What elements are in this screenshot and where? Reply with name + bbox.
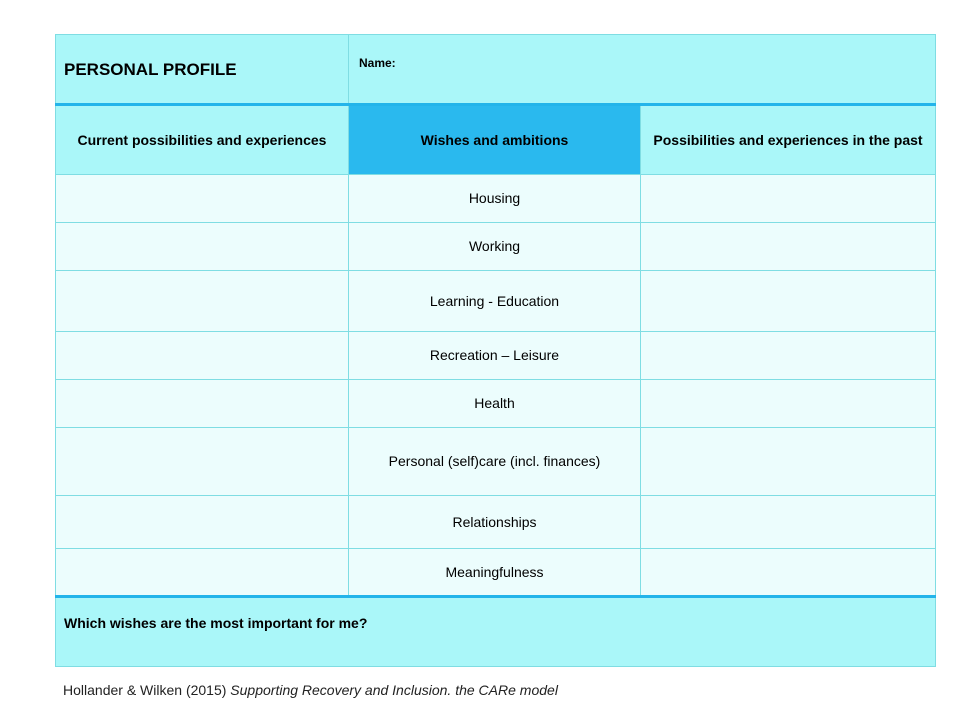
domain-housing: Housing — [349, 175, 641, 223]
past-cell-recreation[interactable] — [641, 332, 936, 380]
citation — [63, 682, 558, 698]
citation-authors: Hollander & Wilken (2015) — [63, 682, 231, 698]
name-field[interactable]: Name: — [349, 35, 936, 105]
current-cell-learning[interactable] — [56, 271, 349, 332]
past-cell-learning[interactable] — [641, 271, 936, 332]
past-cell-selfcare[interactable] — [641, 428, 936, 496]
column-header-wishes: Wishes and ambitions — [349, 105, 641, 175]
past-cell-working[interactable] — [641, 223, 936, 271]
domain-working: Working — [349, 223, 641, 271]
current-cell-health[interactable] — [56, 380, 349, 428]
important-wishes-field[interactable]: Which wishes are the most important for me? — [56, 597, 936, 667]
past-cell-relationships[interactable] — [641, 496, 936, 549]
domain-health: Health — [349, 380, 641, 428]
current-cell-housing[interactable] — [56, 175, 349, 223]
column-header-past: Possibilities and experiences in the past — [641, 105, 936, 175]
domain-relationships: Relationships — [349, 496, 641, 549]
current-cell-meaningfulness[interactable] — [56, 549, 349, 597]
past-cell-meaningfulness[interactable] — [641, 549, 936, 597]
current-cell-working[interactable] — [56, 223, 349, 271]
domain-selfcare: Personal (self)care (incl. finances) — [349, 428, 641, 496]
current-cell-relationships[interactable] — [56, 496, 349, 549]
domain-learning: Learning - Education — [349, 271, 641, 332]
current-cell-recreation[interactable] — [56, 332, 349, 380]
past-cell-housing[interactable] — [641, 175, 936, 223]
current-cell-selfcare[interactable] — [56, 428, 349, 496]
personal-profile-table — [55, 34, 936, 667]
past-cell-health[interactable] — [641, 380, 936, 428]
domain-recreation: Recreation – Leisure — [349, 332, 641, 380]
domain-meaningfulness: Meaningfulness — [349, 549, 641, 597]
profile-title: PERSONAL PROFILE — [56, 35, 349, 105]
citation-title: Supporting Recovery and Inclusion. the CARe model — [230, 682, 558, 698]
column-header-current: Current possibilities and experiences — [56, 105, 349, 175]
